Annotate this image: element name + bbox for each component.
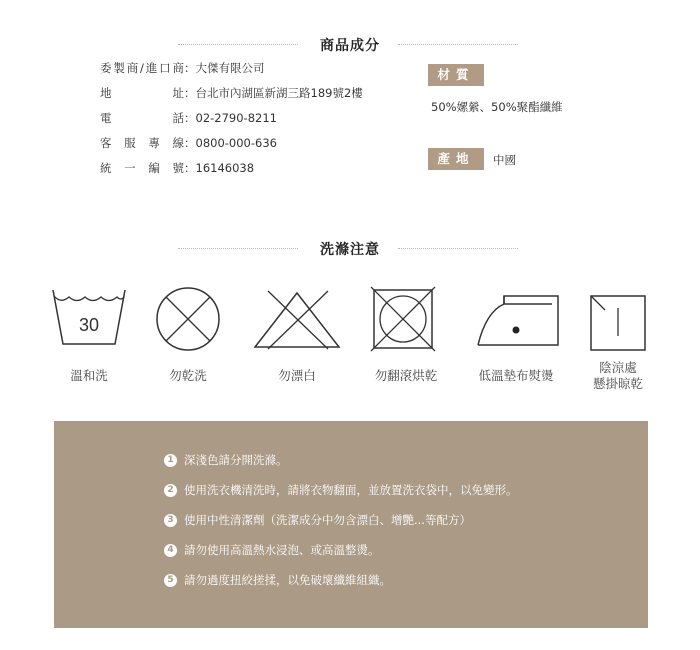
info-row-address: 地址：台北市內湖區新湖三路189號2樓 bbox=[100, 86, 363, 100]
care-label-line-dry bbox=[563, 360, 673, 392]
care-label-no-dry-clean: 勿乾洗 bbox=[169, 368, 207, 383]
care-label-no-bleach: 勿漂白 bbox=[278, 368, 316, 383]
info-row-service: 客服專線：0800-000-636 bbox=[100, 136, 277, 150]
note-text: 深淺色請分開洗滌。 bbox=[184, 453, 288, 467]
info-label: 電話 bbox=[100, 111, 184, 125]
material-tag: 材質 bbox=[428, 64, 484, 86]
origin-text: 中國 bbox=[493, 153, 516, 167]
note-number: 1 bbox=[164, 454, 177, 467]
note-text: 請勿過度扭絞搓揉，以免破壞纖維組織。 bbox=[184, 573, 391, 587]
info-label: 委製商/進口商 bbox=[100, 61, 184, 75]
note-number: 5 bbox=[164, 574, 177, 587]
wash-temp: 30 bbox=[78, 315, 100, 335]
info-row-manufacturer: 委製商/進口商：大傑有限公司 bbox=[100, 61, 265, 75]
info-row-phone: 電話：02-2790-8211 bbox=[100, 111, 277, 125]
note-text: 使用中性清潔劑（洗潔成分中勿含漂白、增艷...等配方） bbox=[184, 513, 471, 527]
note-item bbox=[164, 542, 380, 558]
info-row-tax-id: 統一編號：16146038 bbox=[100, 161, 255, 175]
line-dry-shade-icon bbox=[589, 294, 647, 352]
origin-tag: 產地 bbox=[428, 148, 484, 170]
product-section-title: 商品成分 bbox=[320, 38, 380, 54]
note-item bbox=[164, 572, 391, 588]
note-item bbox=[164, 512, 471, 528]
info-label: 統一編號 bbox=[100, 161, 184, 175]
note-text: 請勿使用高溫熱水浸泡、或高溫整燙。 bbox=[184, 543, 380, 557]
material-text: 50%嫘縈、50%聚酯纖維 bbox=[431, 100, 563, 114]
note-item bbox=[164, 452, 288, 468]
note-text: 使用洗衣機清洗時，請將衣物翻面，並放置洗衣袋中，以免變形。 bbox=[184, 483, 518, 497]
note-number: 4 bbox=[164, 544, 177, 557]
info-value: 02-2790-8211 bbox=[195, 111, 277, 125]
title-divider-right bbox=[398, 248, 518, 249]
no-tumble-dry-icon bbox=[370, 286, 436, 352]
info-label: 地址 bbox=[100, 86, 184, 100]
note-number: 2 bbox=[164, 484, 177, 497]
care-section-title: 洗滌注意 bbox=[320, 242, 380, 258]
info-label: 客服專線 bbox=[100, 136, 184, 150]
care-label-no-tumble-dry: 勿翻滾烘乾 bbox=[374, 368, 438, 383]
care-label-line1: 陰涼處 bbox=[599, 360, 637, 375]
note-number: 3 bbox=[164, 514, 177, 527]
no-bleach-icon bbox=[250, 289, 344, 351]
wash-30-icon bbox=[50, 288, 128, 350]
care-label-line2: 懸掛晾乾 bbox=[592, 376, 643, 391]
info-value: 0800-000-636 bbox=[195, 136, 277, 150]
info-value: 大傑有限公司 bbox=[195, 61, 265, 75]
no-dry-clean-icon bbox=[155, 286, 221, 352]
iron-low-icon bbox=[476, 290, 560, 350]
care-label-gentle-wash: 溫和洗 bbox=[70, 368, 108, 383]
care-label-iron-low: 低溫墊布熨燙 bbox=[478, 368, 554, 383]
info-value: 16146038 bbox=[195, 161, 255, 175]
note-item bbox=[164, 482, 518, 498]
title-divider-right bbox=[398, 44, 518, 45]
info-value: 台北市內湖區新湖三路189號2樓 bbox=[195, 86, 363, 100]
